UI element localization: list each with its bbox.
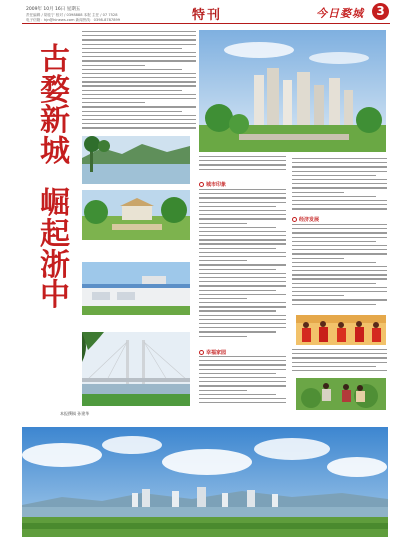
text-line [292, 366, 376, 367]
text-line [82, 65, 145, 66]
text-line [82, 111, 182, 112]
body-text-column [292, 349, 387, 376]
photo-credit: 本报撰稿 孙建华 [60, 411, 90, 416]
paper-logo: 今日婺城 [316, 7, 364, 20]
text-line [292, 287, 387, 288]
text-line [199, 239, 286, 240]
text-line [199, 189, 286, 190]
text-line [292, 245, 387, 246]
text-line [292, 183, 387, 184]
text-line [199, 294, 286, 295]
text-line [199, 273, 286, 274]
text-line [199, 336, 247, 337]
body-text-column [199, 189, 286, 345]
text-line [292, 224, 387, 225]
text-line [292, 262, 376, 263]
text-line [292, 204, 387, 205]
text-line [82, 44, 196, 45]
text-line [82, 35, 196, 36]
headline-char: 古 [40, 42, 70, 77]
text-line [292, 274, 387, 275]
text-line [82, 48, 182, 49]
city-skyline-photo [199, 30, 386, 152]
body-text-column [199, 356, 286, 408]
headline-char: 新 [40, 103, 70, 139]
text-line [292, 237, 387, 238]
text-line [199, 227, 276, 228]
text-line [199, 264, 286, 265]
text-line [82, 106, 196, 107]
text-line [82, 123, 196, 124]
editor-line: 责任编辑 / 胡佳宁 校对 / 0398888 本报 主任 / 07 7528 [26, 13, 118, 17]
text-line [292, 208, 387, 209]
text-line [82, 81, 196, 82]
city-panorama-photo [22, 427, 388, 537]
body-text-column [292, 224, 387, 310]
text-line [82, 31, 196, 32]
headline-char: 崛 [40, 186, 70, 222]
text-line [199, 256, 286, 257]
subhead-city-impression: 城市印象 [199, 181, 226, 188]
text-line [199, 385, 286, 386]
text-line [199, 231, 286, 232]
subhead-happy-home: 幸福家园 [199, 349, 226, 356]
text-line [292, 370, 387, 371]
text-line [199, 202, 286, 203]
text-line [199, 269, 276, 270]
text-line [292, 171, 387, 172]
text-line [199, 377, 286, 378]
text-line [292, 278, 387, 279]
text-line [199, 206, 276, 207]
text-line [199, 290, 276, 291]
text-line [199, 381, 286, 382]
text-line [199, 252, 286, 253]
text-line [199, 356, 286, 357]
text-line [292, 158, 387, 159]
text-line [199, 223, 247, 224]
text-line [199, 327, 286, 328]
factory-photo [82, 262, 190, 315]
text-line [199, 315, 286, 316]
text-line [292, 295, 344, 296]
text-line [292, 304, 376, 305]
text-line [82, 119, 196, 120]
text-line [82, 94, 196, 95]
text-line [199, 360, 286, 361]
text-line [292, 241, 376, 242]
text-line [292, 162, 387, 163]
text-line [292, 232, 387, 233]
circle-bullet-icon [292, 217, 297, 222]
headline-char: 婺 [40, 72, 70, 108]
text-line [292, 270, 387, 271]
section-title: 特刊 [192, 8, 223, 23]
text-line [199, 193, 286, 194]
women-picking-photo [296, 378, 386, 410]
text-line [292, 353, 387, 354]
text-line [292, 349, 387, 350]
text-line [292, 196, 376, 197]
text-line [292, 166, 387, 167]
text-line [292, 175, 376, 176]
text-line [199, 302, 286, 303]
text-line [292, 299, 387, 300]
text-line [199, 218, 286, 219]
text-line [199, 164, 286, 165]
text-line [292, 357, 387, 358]
headline-char: 起 [40, 216, 70, 252]
lake-photo [82, 136, 190, 184]
text-line [199, 243, 286, 244]
text-line [292, 283, 376, 284]
text-line [199, 402, 286, 403]
text-line [82, 60, 196, 61]
text-line [199, 306, 286, 307]
text-line [82, 69, 182, 70]
text-line [292, 228, 387, 229]
text-line [292, 258, 344, 259]
body-text-column [292, 158, 387, 214]
text-line [199, 260, 247, 261]
text-line [82, 102, 145, 103]
text-line [199, 214, 286, 215]
text-line [82, 77, 196, 78]
circle-bullet-icon [199, 350, 204, 355]
text-line [292, 362, 387, 363]
text-line [199, 235, 286, 236]
headline-char: 浙 [40, 247, 70, 283]
subhead-economy: 经济发展 [292, 216, 319, 223]
text-line [199, 369, 286, 370]
headline-char: 城 [40, 133, 70, 169]
text-line [82, 90, 182, 91]
main-headline [38, 42, 72, 314]
contact-line: 电子信箱：hjn@hinews.com 新闻热线：0398-8787899 [26, 18, 121, 22]
text-line [82, 98, 196, 99]
text-line [199, 331, 276, 332]
headline-char: 中 [40, 278, 70, 314]
text-line [82, 39, 196, 40]
park-photo [82, 190, 190, 240]
text-line [199, 277, 286, 278]
text-line [82, 56, 196, 57]
text-line [199, 394, 276, 395]
text-line [82, 115, 196, 116]
text-line [199, 160, 286, 161]
header-rule [22, 23, 390, 24]
text-line [199, 298, 247, 299]
text-line [199, 248, 276, 249]
text-line [292, 249, 387, 250]
text-line [199, 310, 276, 311]
text-line [199, 285, 286, 286]
text-line [82, 52, 196, 53]
text-line [292, 200, 387, 201]
text-line [82, 85, 196, 86]
text-line [199, 197, 286, 198]
page-number-badge: 3 [372, 3, 389, 20]
text-line [199, 169, 286, 170]
text-line [292, 291, 387, 292]
text-line [292, 192, 344, 193]
body-text-column [199, 156, 286, 172]
bridge-photo [82, 332, 190, 406]
text-line [292, 266, 387, 267]
text-line [199, 390, 247, 391]
text-line [199, 398, 286, 399]
text-line [199, 156, 286, 157]
text-line [82, 127, 196, 128]
text-line [292, 187, 387, 188]
text-line [199, 319, 286, 320]
text-line [199, 281, 286, 282]
text-line [82, 73, 196, 74]
text-line [199, 373, 276, 374]
text-line [199, 323, 286, 324]
intro-text [82, 31, 196, 133]
issue-date: 2009年 10月 16日 星期五 [26, 7, 81, 12]
text-line [199, 364, 286, 365]
text-line [292, 253, 387, 254]
text-line [199, 210, 286, 211]
dancers-photo [296, 315, 386, 345]
text-line [292, 179, 387, 180]
circle-bullet-icon [199, 182, 204, 187]
